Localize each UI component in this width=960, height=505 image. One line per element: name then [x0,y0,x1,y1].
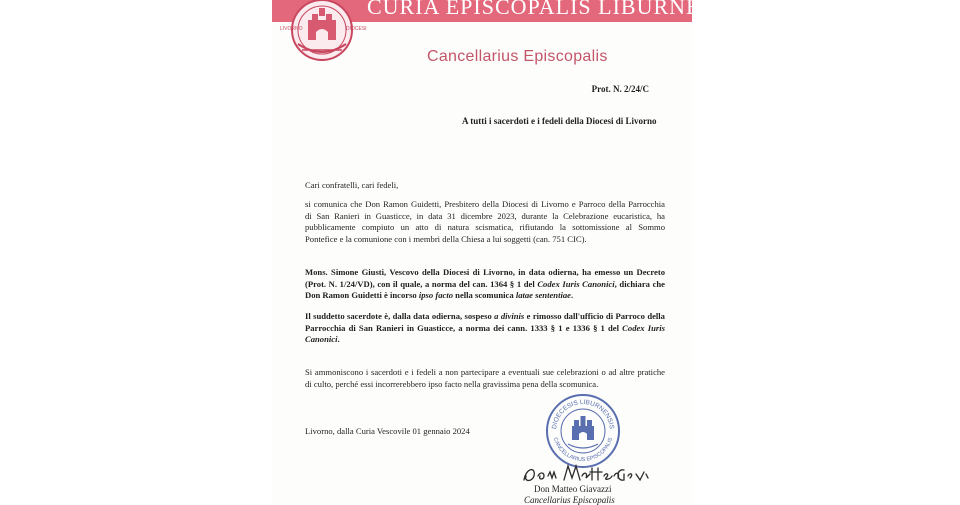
paragraph-line: Mons. Simone Giusti, Vescovo della Diocesi di Livorno, in data odierna, ha emesso un Decreto [305,267,665,277]
paragraph-suspension [305,311,665,346]
svg-text:DIOCESI: DIOCESI [346,26,367,32]
greeting-line: Cari confratelli, cari fedeli, [305,180,399,190]
paragraph-decree [305,267,665,302]
svg-text:CANCELLARIUS EPISCOPALIS: CANCELLARIUS EPISCOPALIS [551,436,615,464]
paragraph-line: (Prot. N. 1/24/VD), con il quale, a norma del can. 1364 § 1 del Codex Iuris Canonici, dichiara che [305,278,665,289]
latin-term: Canonici [305,334,338,345]
svg-text:LIVORNO: LIVORNO [280,26,303,32]
latin-term: ipso facto [418,290,454,301]
paragraph-line: si comunica che Don Ramon Guidetti, Presbitero della Diocesi di Livorno e Parroco della Parrocchia [305,199,665,209]
paragraph-line: Parrocchia di San Ranieri in Guasticce, a norma dei cann. 1333 § 1 e 1336 § 1 del Codex Iuris [305,322,665,333]
signer-role: Cancellarius Episcopalis [524,495,615,505]
paragraph-line: Don Ramon Guidetti è incorso ipso facto nella scomunica latae sententiae. [305,290,574,301]
latin-term: latae sententiae [515,290,571,301]
paragraph-line: Pontefice e la comunione con i membri della Chiesa a lui soggetti (can. 751 CIC). [305,233,587,244]
place-date-line: Livorno, dalla Curia Vescovile 01 gennaio 2024 [305,426,470,436]
latin-term: a divinis [494,311,525,321]
paragraph-announcement [305,199,665,245]
paragraph-line: Si ammoniscono i sacerdoti e i fedeli a non partecipare a eventuali sue celebrazioni o ad altre pratiche [305,367,665,377]
handwritten-signature [520,462,650,486]
addressee-line: A tutti i sacerdoti e i fedeli della Diocesi di Livorno [462,116,657,126]
office-title: Cancellarius Episcopalis [427,48,608,65]
signer-name: Don Matteo Giavazzi [534,484,612,494]
banner-title: CURIA EPISCOPALIS LIBURNENSIS [367,0,753,19]
latin-term: Codex Iuris Canonici [537,278,615,289]
svg-text:DIOECESIS LIBURNENSIS: DIOECESIS LIBURNENSIS [551,398,615,430]
paragraph-line: Canonici. [305,334,340,345]
chancery-seal-stamp [544,392,622,470]
letter-page [272,0,753,505]
paragraph-line: Il suddetto sacerdote è, dalla data odierna, sospeso a divinis e rimosso dall'ufficio di Parroco della [305,311,665,321]
paragraph-warning [305,367,665,390]
latin-term: Codex Iuris [622,322,665,333]
diocese-crest-logo [272,0,372,68]
paragraph-line: di San Ranieri in Guasticce, in data 31 dicembre 2023, durante la Celebrazione eucaristica, ha [305,210,665,221]
protocol-number: Prot. N. 2/24/C [591,84,649,94]
greeting [305,180,665,192]
paragraph-line: di culto, perché essi incorrerebbero ipso facto nella gravissima pena della scomunica. [305,378,599,389]
paragraph-line: pubblicamente compiuto un atto di natura scismatica, rifiutando la sottomissione al Sommo [305,222,665,233]
